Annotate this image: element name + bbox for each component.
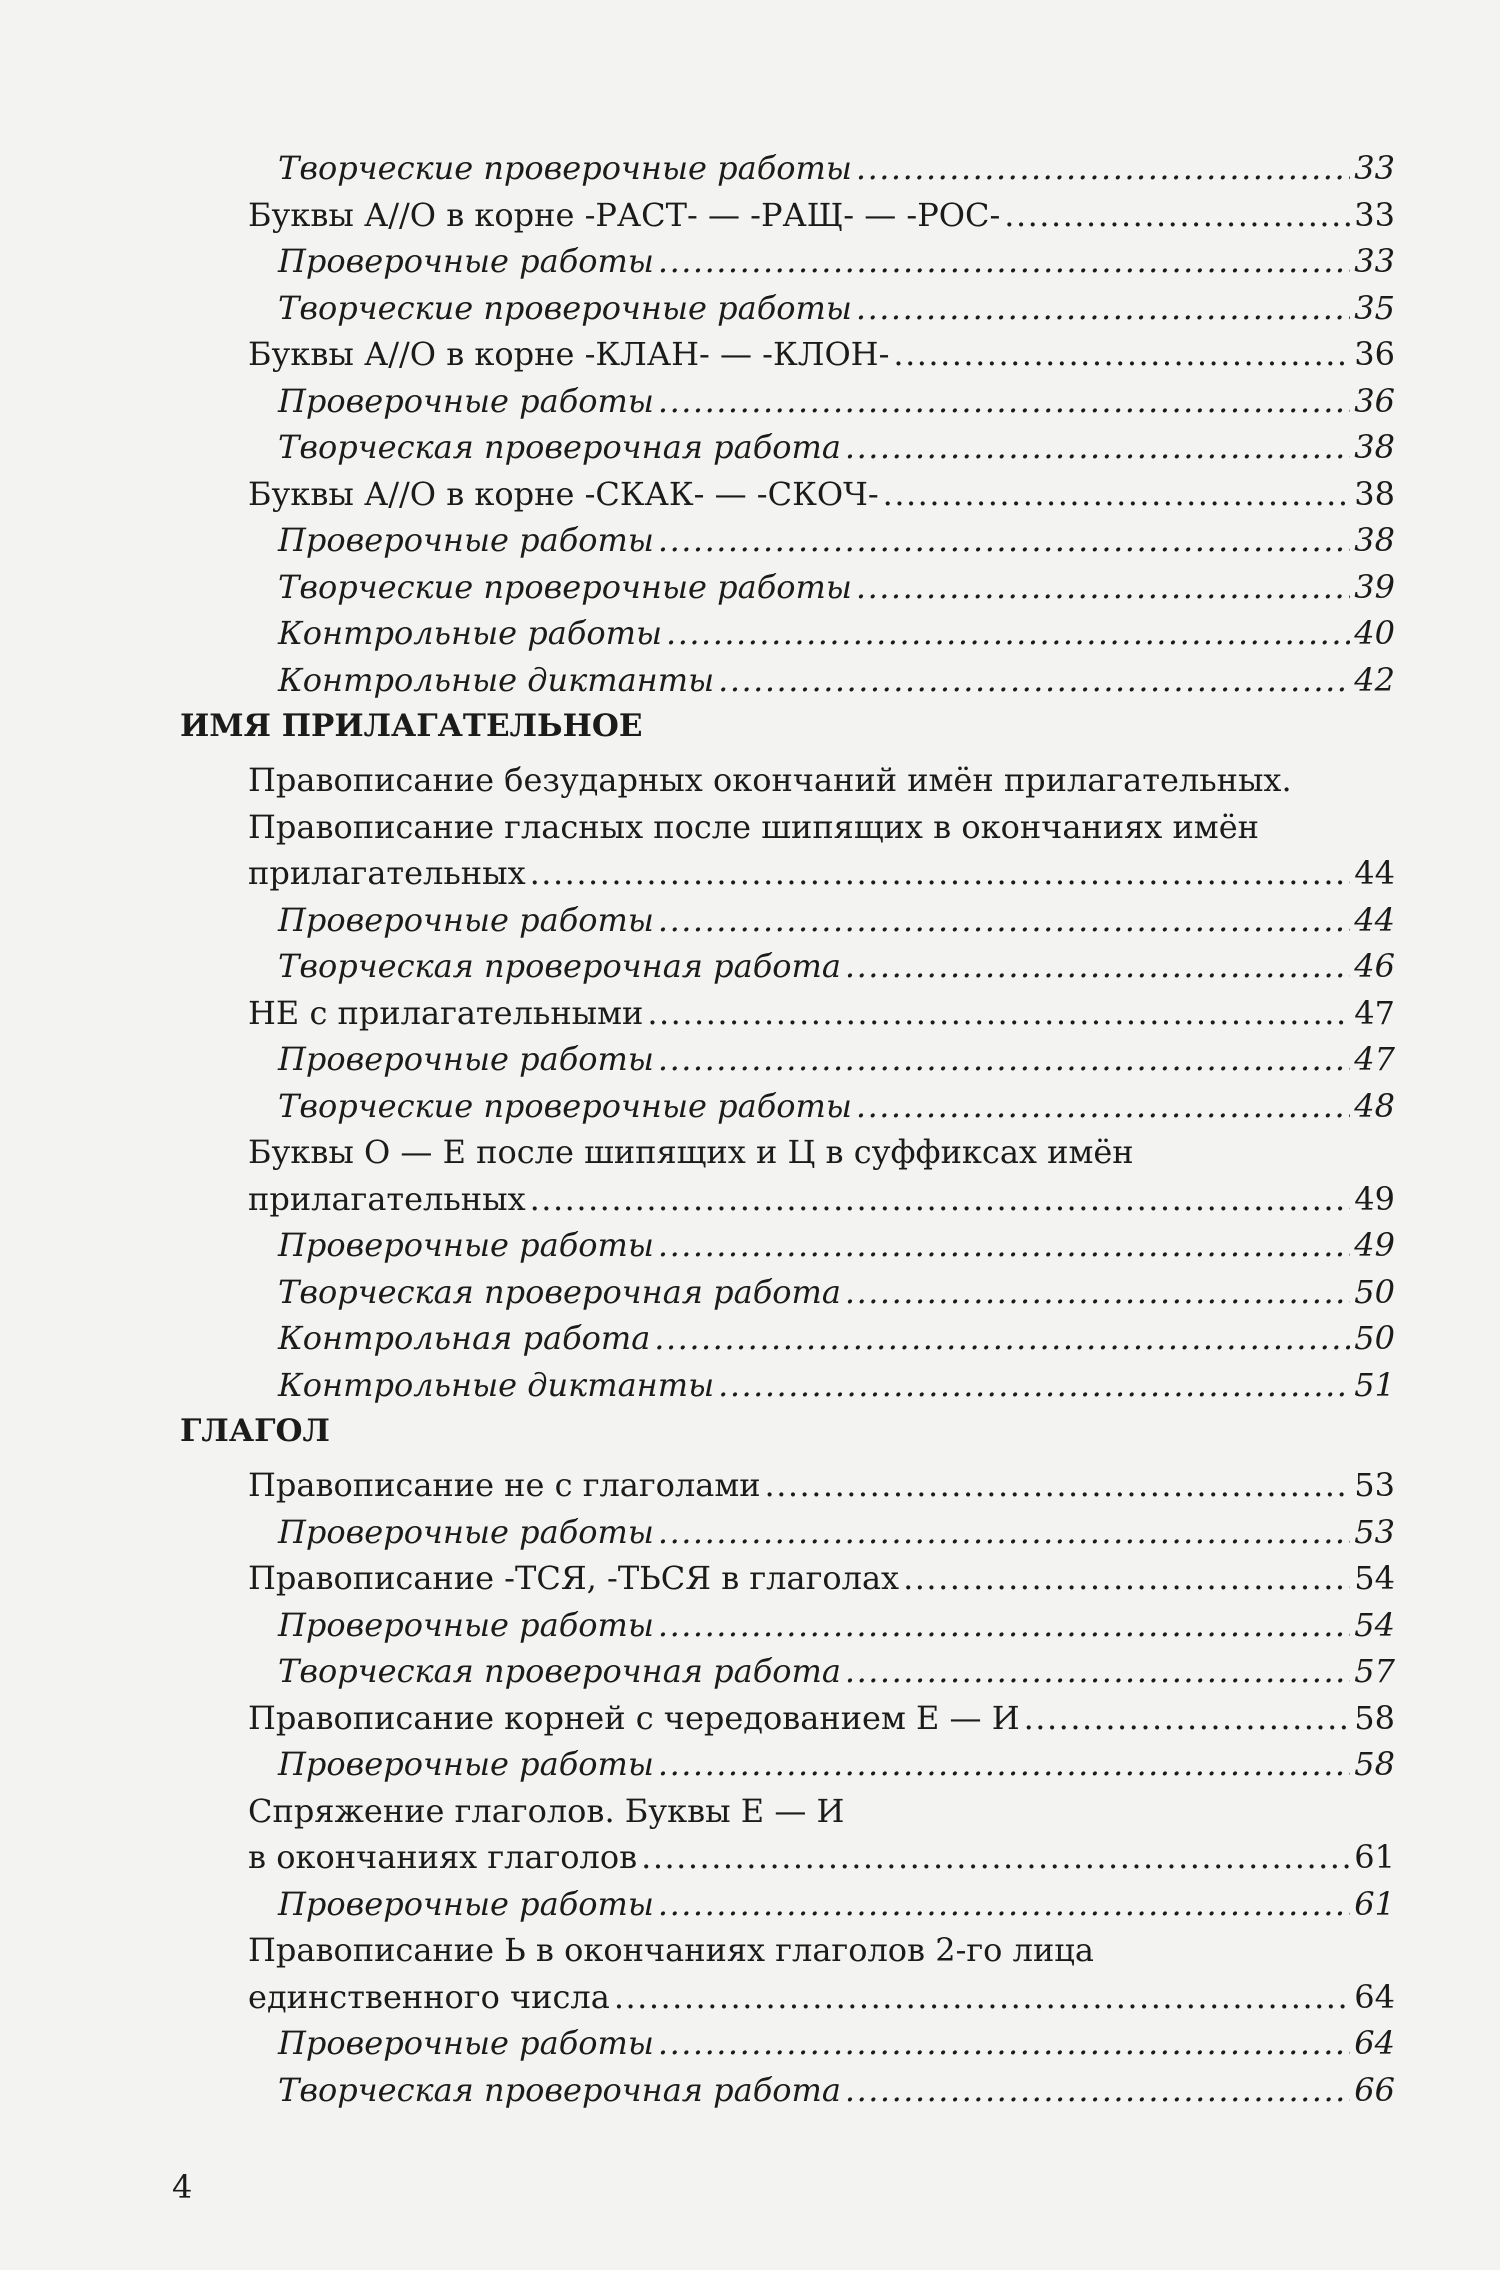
toc-page-number: 58 (1354, 1698, 1395, 1737)
section-heading (180, 703, 1395, 757)
page-number: 4 (172, 2168, 193, 2206)
toc-page-number: 36 (1354, 381, 1395, 420)
toc-subentry (180, 1083, 1395, 1130)
toc-entry (180, 990, 1395, 1037)
toc-subentry (180, 285, 1395, 332)
toc-subentry (180, 1269, 1395, 1316)
toc-entry-text: Проверочные работы (278, 1040, 654, 1078)
toc-page-number: 50 (1354, 1319, 1395, 1357)
toc-subentry (180, 424, 1395, 471)
toc-entry-line (180, 757, 1395, 804)
toc-entry-text: Контрольная работа (278, 1319, 651, 1357)
dot-leader (647, 990, 1350, 1037)
dot-leader (658, 1881, 1350, 1928)
dot-leader (765, 1462, 1351, 1509)
toc-entry (180, 1176, 1395, 1223)
dot-leader (666, 610, 1350, 657)
toc-entry-text: Буквы О — Е после шипящих и Ц в суффиксах имён (248, 1133, 1134, 1171)
dot-leader (658, 378, 1350, 425)
toc-entry-text: Творческие проверочные работы (278, 567, 852, 606)
toc-subentry (180, 1648, 1395, 1695)
toc-entry-line (180, 1927, 1395, 1974)
toc-entry-text: Контрольные диктанты (278, 1365, 715, 1404)
toc-subentry (180, 1222, 1395, 1269)
dot-leader (883, 471, 1351, 518)
toc-entry-text: Проверочные работы (278, 1512, 654, 1551)
dot-leader (845, 424, 1350, 471)
section-heading-text: ГЛАГОЛ (180, 1413, 330, 1449)
toc-page-number: 53 (1354, 1512, 1395, 1551)
toc-entry-text: прилагательных (248, 1179, 526, 1218)
toc-entry-text: Проверочные работы (278, 242, 654, 280)
toc-page-number: 33 (1354, 242, 1395, 280)
dot-leader (614, 1974, 1350, 2021)
toc-page-number: 51 (1354, 1365, 1395, 1404)
toc-entry-text: Правописание -ТСЯ, -ТЬСЯ в глаголах (248, 1559, 900, 1597)
toc-page-number: 54 (1354, 1559, 1395, 1597)
dot-leader (658, 1222, 1350, 1269)
toc-subentry (180, 1315, 1395, 1362)
toc-entry-text: Творческая проверочная работа (278, 947, 841, 985)
toc-page-number: 38 (1354, 474, 1395, 513)
toc-page-number: 61 (1354, 1884, 1395, 1923)
toc-page-number: 47 (1354, 1040, 1395, 1078)
toc-page-number: 61 (1354, 1838, 1395, 1876)
toc-entry-text: Проверочные работы (278, 1745, 654, 1783)
toc-entry-text: Спряжение глаголов. Буквы Е — И (248, 1791, 845, 1830)
dot-leader (845, 2067, 1350, 2114)
section-heading-text: ИМЯ ПРИЛАГАТЕЛЬНОЕ (180, 708, 643, 744)
toc-page-number: 47 (1354, 993, 1395, 1032)
toc-subentry (180, 2067, 1395, 2114)
toc-page-number: 58 (1354, 1745, 1395, 1783)
toc-entry-text: прилагательных (248, 854, 526, 892)
toc-page-number: 66 (1354, 2070, 1395, 2109)
toc-subentry (180, 238, 1395, 285)
toc-entry-text: Творческие проверочные работы (278, 1086, 852, 1125)
toc-page-number: 64 (1354, 2024, 1395, 2062)
dot-leader (530, 1176, 1351, 1223)
toc-entry-line (180, 804, 1395, 851)
toc-entry-text: Правописание не с глаголами (248, 1466, 761, 1504)
toc-page-number: 44 (1354, 854, 1395, 892)
toc-entry-text: Правописание гласных после шипящих в окончаниях имён (248, 807, 1259, 846)
dot-leader (856, 564, 1350, 611)
toc-entry-text: Проверочные работы (278, 900, 654, 939)
toc-subentry (180, 564, 1395, 611)
toc-entry-text: Буквы А//О в корне -РАСТ- — -РАЩ- — -РОС- (248, 195, 1001, 234)
toc-entry-text: Творческая проверочная работа (278, 1652, 841, 1690)
dot-leader (845, 1269, 1350, 1316)
toc-entry (180, 1555, 1395, 1602)
toc-entry-text: Проверочные работы (278, 1605, 654, 1644)
toc-page-number: 33 (1354, 149, 1395, 187)
toc-entry-text: единственного числа (248, 1977, 610, 2016)
toc-entry (180, 1695, 1395, 1742)
toc-subentry (180, 2020, 1395, 2067)
toc-entry-text: Творческие проверочные работы (278, 149, 852, 187)
dot-leader (658, 1602, 1350, 1649)
toc-entry-text: Правописание безударных окончаний имён прилагательных. (248, 761, 1292, 799)
dot-leader (658, 1741, 1350, 1788)
toc-subentry (180, 897, 1395, 944)
toc-entry-text: Проверочные работы (278, 1884, 654, 1923)
toc-subentry (180, 1881, 1395, 1928)
toc-entry (180, 1974, 1395, 2021)
toc-page-number: 39 (1354, 567, 1395, 606)
toc-page-number: 48 (1354, 1086, 1395, 1125)
toc-entry-text: Правописание Ь в окончаниях глаголов 2-го лица (248, 1931, 1094, 1969)
dot-leader (1024, 1695, 1351, 1742)
toc-entry (180, 1834, 1395, 1881)
toc-entry-text: Проверочные работы (278, 2024, 654, 2062)
dot-leader (856, 1083, 1350, 1130)
toc-page-number: 38 (1354, 428, 1395, 466)
toc-page-number: 38 (1354, 521, 1395, 559)
toc-entry (180, 331, 1395, 378)
dot-leader (658, 238, 1350, 285)
toc-subentry (180, 1509, 1395, 1556)
dot-leader (856, 285, 1350, 332)
dot-leader (658, 517, 1350, 564)
dot-leader (654, 1315, 1350, 1362)
table-of-contents (180, 145, 1395, 2113)
dot-leader (658, 2020, 1350, 2067)
dot-leader (903, 1555, 1350, 1602)
toc-entry-line (180, 1788, 1395, 1835)
toc-entry-text: Творческая проверочная работа (278, 2070, 841, 2109)
dot-leader (718, 657, 1350, 704)
toc-page-number: 49 (1354, 1226, 1395, 1264)
toc-page-number: 40 (1354, 614, 1395, 652)
toc-entry-text: Проверочные работы (278, 521, 654, 559)
toc-entry-text: Проверочные работы (278, 381, 654, 420)
toc-subentry (180, 1741, 1395, 1788)
toc-subentry (180, 943, 1395, 990)
toc-page-number: 42 (1354, 660, 1395, 699)
dot-leader (658, 897, 1350, 944)
toc-entry-text: Контрольные диктанты (278, 660, 715, 699)
dot-leader (845, 943, 1350, 990)
toc-page-number: 44 (1354, 900, 1395, 939)
toc-entry-text: Правописание корней с чередованием Е — И (248, 1698, 1020, 1737)
dot-leader (718, 1362, 1350, 1409)
toc-entry (180, 471, 1395, 518)
toc-entry-text: Творческие проверочные работы (278, 288, 852, 327)
toc-subentry (180, 145, 1395, 192)
toc-entry-line (180, 1129, 1395, 1176)
dot-leader (641, 1834, 1350, 1881)
toc-entry-text: Творческая проверочная работа (278, 428, 841, 466)
toc-page-number: 53 (1354, 1466, 1395, 1504)
toc-subentry (180, 1036, 1395, 1083)
toc-subentry (180, 517, 1395, 564)
toc-page-number: 57 (1354, 1652, 1395, 1690)
toc-entry-text: Буквы А//О в корне -КЛАН- — -КЛОН- (248, 335, 890, 373)
toc-page-number: 35 (1354, 288, 1395, 327)
dot-leader (530, 850, 1351, 897)
toc-entry-text: Проверочные работы (278, 1226, 654, 1264)
toc-subentry (180, 378, 1395, 425)
toc-entry-text: НЕ с прилагательными (248, 993, 644, 1032)
dot-leader (893, 331, 1350, 378)
toc-page-number: 46 (1354, 947, 1395, 985)
dot-leader (1004, 192, 1350, 239)
dot-leader (658, 1509, 1350, 1556)
toc-page-number: 54 (1354, 1605, 1395, 1644)
dot-leader (845, 1648, 1350, 1695)
toc-subentry (180, 610, 1395, 657)
toc-entry-text: Буквы А//О в корне -СКАК- — -СКОЧ- (248, 474, 879, 513)
toc-page-number: 33 (1354, 195, 1395, 234)
toc-entry (180, 1462, 1395, 1509)
section-heading (180, 1408, 1395, 1462)
toc-entry-text: Творческая проверочная работа (278, 1272, 841, 1311)
toc-page-number: 49 (1354, 1179, 1395, 1218)
dot-leader (658, 1036, 1350, 1083)
toc-entry-text: в окончаниях глаголов (248, 1838, 638, 1876)
toc-page-number: 36 (1354, 335, 1395, 373)
toc-entry-text: Контрольные работы (278, 614, 663, 652)
toc-entry (180, 192, 1395, 239)
toc-page-number: 64 (1354, 1977, 1395, 2016)
toc-subentry (180, 1602, 1395, 1649)
toc-subentry (180, 1362, 1395, 1409)
dot-leader (856, 145, 1350, 192)
toc-page-number: 50 (1354, 1272, 1395, 1311)
toc-entry (180, 850, 1395, 897)
